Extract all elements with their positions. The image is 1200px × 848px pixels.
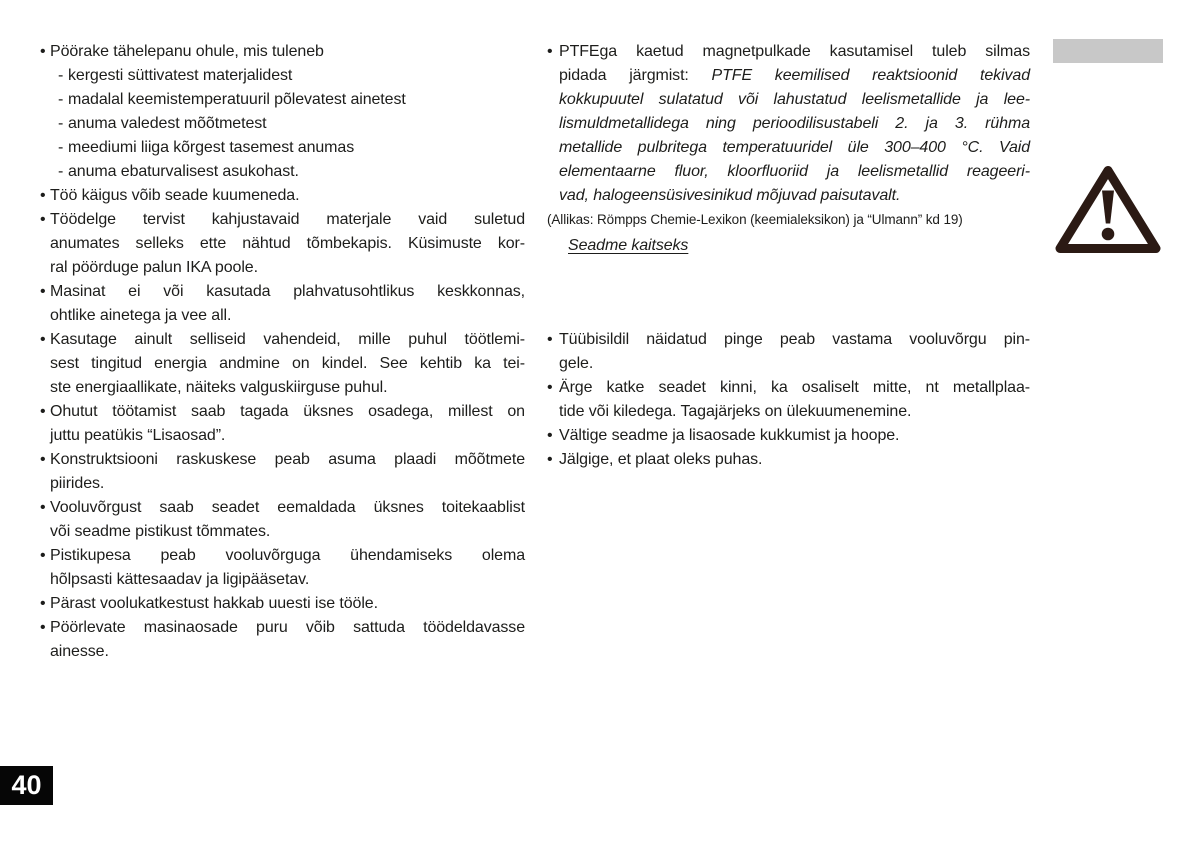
bullet-marker: •	[40, 43, 46, 60]
italic-text: kokkupuutel sulatatud või lahustatud leelismetallide ja lee-	[559, 91, 1030, 108]
gray-tab-marker	[1053, 39, 1163, 63]
plain-text: pidada järgmist:	[559, 67, 712, 84]
text-line: kergesti süttivatest materjalidest	[68, 67, 293, 84]
text-line: Vältige seadme ja lisaosade kukkumist ja hoope.	[559, 427, 900, 444]
text-line: piirides.	[50, 475, 105, 492]
bullet-item	[40, 496, 525, 544]
text-line: Ärge katke seadet kinni, ka osaliselt mitte, nt metallplaa-	[559, 379, 1030, 396]
bullet-item	[40, 328, 525, 400]
bullet-marker: •	[40, 187, 46, 204]
text-line: hõlpsasti kättesaadav ja ligipääsetav.	[50, 571, 310, 588]
sub-item	[58, 88, 525, 112]
page-number	[0, 766, 53, 805]
text-line: Kasutage ainult selliseid vahendeid, mille puhul töötlemi-	[50, 331, 525, 348]
text-line: PTFEga kaetud magnetpulkade kasutamisel tuleb silmas	[559, 43, 1030, 60]
bullet-item	[40, 208, 525, 280]
text-line: Vooluvõrgust saab seadet eemaldada üksnes toitekaablist	[50, 499, 525, 516]
text-line: Pistikupesa peab vooluvõrguga ühendamiseks olema	[50, 547, 525, 564]
text-line: ohtlike ainetega ja vee all.	[50, 307, 232, 324]
bullet-marker: •	[40, 331, 46, 348]
bullet-item	[40, 544, 525, 592]
text-line	[559, 112, 1030, 136]
bullet-item	[547, 40, 1030, 208]
sub-item	[58, 136, 525, 160]
text-line: madalal keemistemperatuuril põlevatest ainetest	[68, 91, 406, 108]
bullet-item	[547, 424, 1030, 448]
text-line: Pärast voolukatkestust hakkab uuesti ise tööle.	[50, 595, 378, 612]
bullet-marker: •	[40, 451, 46, 468]
bullet-marker: •	[40, 595, 46, 612]
sub-item	[58, 160, 525, 184]
bullet-item	[40, 40, 525, 64]
bullet-item	[547, 328, 1030, 376]
text-line: Pöörlevate masinaosade puru võib sattuda töödeldavasse	[50, 619, 525, 636]
italic-text: elementaarne fluor, kloorfluoriid ja leelismetallid reageeri-	[559, 163, 1030, 180]
bullet-item	[40, 400, 525, 448]
text-line: Töödelge tervist kahjustavaid materjale vaid suletud	[50, 211, 525, 228]
text-line	[559, 64, 1030, 88]
text-line: sest tingitud energia andmine on kindel. See kehtib ka tei-	[50, 355, 525, 372]
dash-marker: -	[58, 91, 64, 108]
text-line: ste energiaallikate, näiteks valguskiirguse puhul.	[50, 379, 388, 396]
right-column	[547, 40, 1030, 472]
bullet-item	[40, 592, 525, 616]
italic-text: metallide pulbritega temperatuuridel üle 300–400 °C. Vaid	[559, 139, 1030, 156]
text-line: Tüübisildil näidatud pinge peab vastama vooluvõrgu pin-	[559, 331, 1030, 348]
text-line: anuma valedest mõõtmetest	[68, 115, 267, 132]
text-line: ainesse.	[50, 643, 109, 660]
text-line: Jälgige, et plaat oleks puhas.	[559, 451, 763, 468]
page-number-text: 40	[11, 770, 42, 800]
section-heading-text: Seadme kaitseks	[568, 237, 689, 254]
bullet-item	[547, 448, 1030, 472]
bullet-marker: •	[547, 43, 553, 60]
bullet-marker: •	[40, 403, 46, 420]
dash-marker: -	[58, 115, 64, 132]
bullet-marker: •	[40, 499, 46, 516]
bullet-item	[40, 448, 525, 496]
text-line: Ohutut töötamist saab tagada üksnes osadega, millest on	[50, 403, 525, 420]
text-line: meediumi liiga kõrgest tasemest anumas	[68, 139, 355, 156]
bullet-marker: •	[547, 427, 553, 444]
text-line	[559, 136, 1030, 160]
italic-text: vad, halogeensüsivesinikud mõjuvad paisutavalt.	[559, 187, 901, 204]
text-line	[559, 184, 1030, 208]
text-line: Töö käigus võib seade kuumeneda.	[50, 187, 300, 204]
source-note: (Allikas: Römpps Chemie-Lexikon (keemialeksikon) ja “Ulmann” kd 19)	[547, 212, 963, 227]
bullet-marker: •	[547, 451, 553, 468]
text-line: anuma ebaturvalisest asukohast.	[68, 163, 299, 180]
italic-text: lismuldmetallidega ning perioodilisustabeli 2. ja 3. rühma	[559, 115, 1030, 132]
text-line: gele.	[559, 355, 594, 372]
dash-marker: -	[58, 67, 64, 84]
text-line	[559, 160, 1030, 184]
text-line: anumates selleks ette nähtud tõmbekapis. Küsimuste kor-	[50, 235, 525, 252]
bullet-marker: •	[40, 547, 46, 564]
sub-item	[58, 64, 525, 88]
bullet-marker: •	[547, 331, 553, 348]
text-line: tide või kiledega. Tagajärjeks on ülekuumenemine.	[559, 403, 912, 420]
dash-marker: -	[58, 163, 64, 180]
bullet-item	[547, 376, 1030, 424]
bullet-item	[40, 184, 525, 208]
spacer	[547, 258, 1030, 328]
sub-item	[58, 112, 525, 136]
text-line: või seadme pistikust tõmmates.	[50, 523, 271, 540]
dash-marker: -	[58, 139, 64, 156]
bullet-marker: •	[547, 379, 553, 396]
warning-triangle-icon	[1052, 162, 1164, 257]
bullet-marker: •	[40, 211, 46, 228]
text-line: Pöörake tähelepanu ohule, mis tuleneb	[50, 43, 324, 60]
section-heading	[547, 234, 1030, 258]
bullet-item	[40, 616, 525, 664]
text-line: Konstruktsiooni raskuskese peab asuma plaadi mõõtmete	[50, 451, 525, 468]
italic-text: PTFE keemilised reaktsioonid tekivad	[711, 67, 1030, 84]
text-line	[559, 88, 1030, 112]
bullet-item	[40, 280, 525, 328]
text-line: Masinat ei või kasutada plahvatusohtlikus keskkonnas,	[50, 283, 525, 300]
bullet-marker: •	[40, 619, 46, 636]
text-line: ral pöörduge palun IKA poole.	[50, 259, 258, 276]
left-column	[40, 40, 525, 664]
text-line: juttu peatükis “Lisaosad”.	[50, 427, 226, 444]
bullet-marker: •	[40, 283, 46, 300]
warning-triangle-svg	[1052, 162, 1164, 257]
